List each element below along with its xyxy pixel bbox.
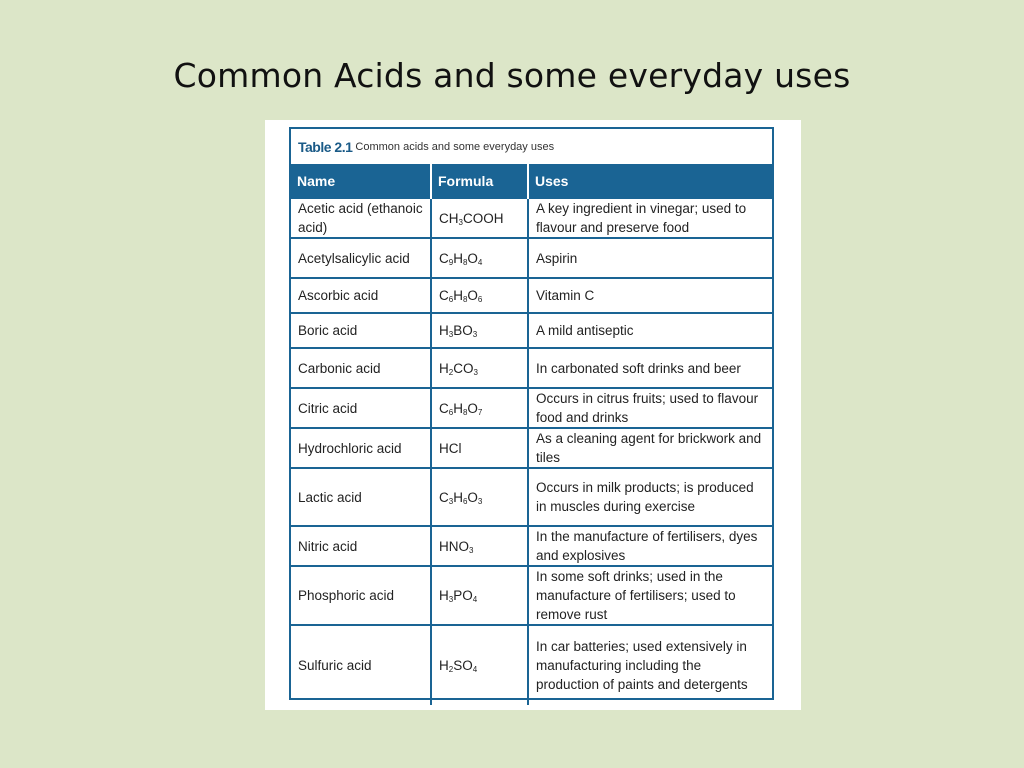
acid-uses-cell: Occurs in citrus fruits; used to flavour food and drinks (528, 388, 772, 428)
acid-formula-cell: $C_6H_8O_7$ (431, 388, 528, 428)
table-body (291, 198, 772, 705)
header-formula: Formula (431, 164, 528, 198)
acid-formula-cell: $HNO_3$ (431, 526, 528, 566)
header-uses: Uses (528, 164, 772, 198)
table-caption-label: Table 2.1 (298, 138, 353, 155)
acid-uses-cell: Vitamin C (528, 278, 772, 313)
acid-name-cell: Hydrochloric acid (291, 428, 431, 468)
acid-formula-cell: $C_6H_8O_6$ (431, 278, 528, 313)
acid-uses-cell: A mild antiseptic (528, 313, 772, 348)
acid-uses-cell: As a cleaning agent for brickwork and tiles (528, 428, 772, 468)
table-row (291, 428, 772, 468)
acid-name-cell: Acetylsalicylic acid (291, 238, 431, 278)
acid-formula-cell: $H_3PO_4$ (431, 566, 528, 625)
acid-formula-cell: $C_3H_6O_3$ (431, 468, 528, 526)
acid-name-cell: Ascorbic acid (291, 278, 431, 313)
table-row (291, 388, 772, 428)
acid-formula-cell: $H_2CO_3$ (431, 348, 528, 388)
acid-uses-cell: In carbonated soft drinks and beer (528, 348, 772, 388)
acid-formula-cell: $H_2SO_4$ (431, 625, 528, 705)
slide-title: Common Acids and some everyday uses (173, 56, 851, 95)
acid-name-cell: Boric acid (291, 313, 431, 348)
table-row (291, 348, 772, 388)
acid-name-cell: Phosphoric acid (291, 566, 431, 625)
table-caption-text: Common acids and some everyday uses (355, 140, 555, 153)
acid-name-cell: Nitric acid (291, 526, 431, 566)
acid-uses-cell: In car batteries; used extensively in manufacturing including the production of paints and detergents (528, 625, 772, 705)
acid-name-cell: Citric acid (291, 388, 431, 428)
table-row (291, 278, 772, 313)
table-row (291, 468, 772, 526)
acid-name-cell: Acetic acid (ethanoic acid) (291, 198, 431, 238)
acids-table (291, 164, 772, 705)
table-row (291, 566, 772, 625)
table-caption (291, 129, 772, 164)
table-row (291, 625, 772, 705)
table-image (265, 120, 801, 710)
acid-formula-cell: $C_9H_8O_4$ (431, 238, 528, 278)
acid-name-cell: Carbonic acid (291, 348, 431, 388)
table-row (291, 198, 772, 238)
table-header-row (291, 164, 772, 198)
acid-name-cell: Lactic acid (291, 468, 431, 526)
table-row (291, 313, 772, 348)
table-row (291, 238, 772, 278)
acid-name-cell: Sulfuric acid (291, 625, 431, 705)
acid-uses-cell: In the manufacture of fertilisers, dyes and explosives (528, 526, 772, 566)
header-name: Name (291, 164, 431, 198)
acid-uses-cell: In some soft drinks; used in the manufacture of fertilisers; used to remove rust (528, 566, 772, 625)
acids-table-frame (289, 127, 774, 700)
acid-uses-cell: Aspirin (528, 238, 772, 278)
table-row (291, 526, 772, 566)
acid-uses-cell: A key ingredient in vinegar; used to flavour and preserve food (528, 198, 772, 238)
acid-formula-cell: $CH_3COOH$ (431, 198, 528, 238)
acid-formula-cell: $H_3BO_3$ (431, 313, 528, 348)
acid-uses-cell: Occurs in milk products; is produced in muscles during exercise (528, 468, 772, 526)
acid-formula-cell: HCl (431, 428, 528, 468)
